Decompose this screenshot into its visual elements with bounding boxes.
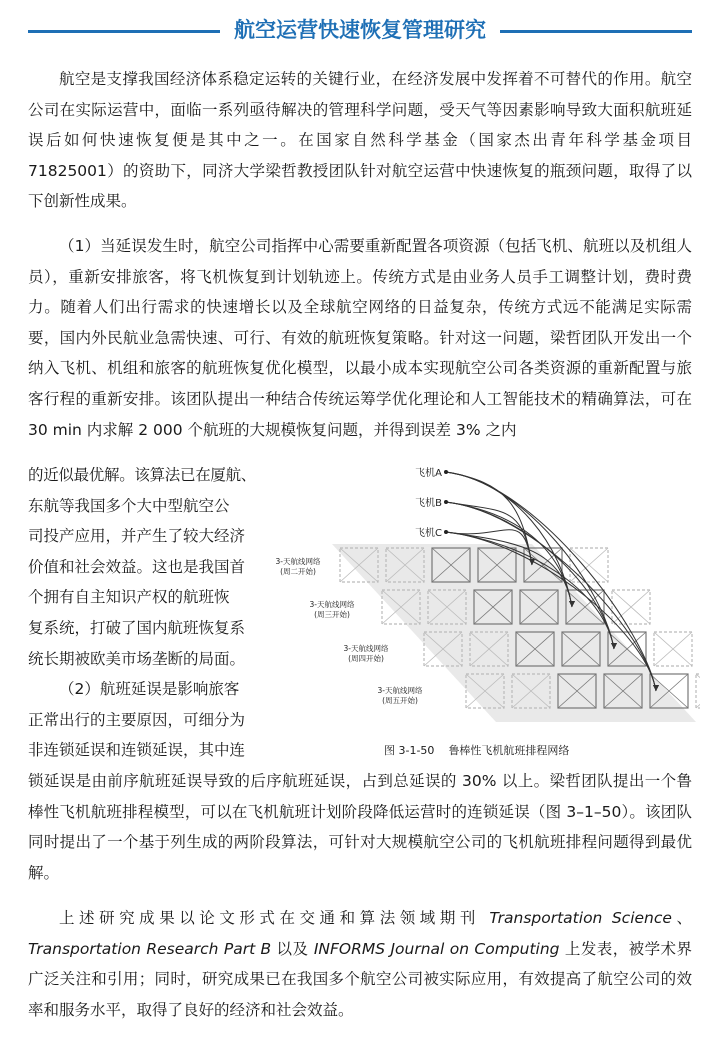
aircraft-label: 飞机C bbox=[415, 528, 442, 539]
network-label: (周二开始) bbox=[280, 567, 316, 576]
aircraft-label: 飞机B bbox=[415, 498, 442, 509]
title-bar bbox=[0, 0, 720, 62]
wrap-line: 正常出行的主要原因，可细分为 bbox=[28, 710, 246, 729]
wrap-line: 非连锁延误和连锁延误，其中连 bbox=[28, 741, 246, 760]
wrap-line: 东航等我国多个大中型航空公 bbox=[28, 496, 230, 515]
conclusion-text-3: 上发表，被学术界广泛关注和引用；同时，研究成果已在我国多个航空公司被实际应用，有效提高了航空公司的效率和服务水平，取得了良好的经济和社会效益。 bbox=[28, 939, 692, 1019]
figure-caption bbox=[384, 742, 569, 758]
journal-name: Transportation Science bbox=[489, 909, 672, 927]
network-label: 3-天航线网络 bbox=[343, 644, 389, 653]
figure-number: 图 3-1-50 bbox=[384, 744, 435, 757]
wrap-line: 的近似最优解。该算法已在厦航、 bbox=[28, 466, 257, 484]
paragraph-2-bottom: 锁延误是由前序航班延误导致的后序航班延误，占到总延误的 30% 以上。梁哲团队提出一个鲁棒性飞机航班排程模型，可以在飞机航班计划阶段降低运营时的连锁延误（图 3–1–50）。该团队同时提出了一个基于列生成的两阶段算法，可针对大规模航空公司的飞机航班排程问题得到最优解。 bbox=[28, 772, 692, 882]
network-label: 3-天航线网络 bbox=[275, 557, 321, 566]
wrap-line: 复系统，打破了国内航班恢复系 bbox=[28, 618, 246, 637]
wrap-line: （2）航班延误是影响旅客 bbox=[59, 680, 240, 699]
wrap-line: 价值和社会效益。这也是我国首 bbox=[28, 557, 246, 576]
figure-network bbox=[270, 460, 700, 770]
wrap-line: 个拥有自主知识产权的航班恢 bbox=[28, 588, 230, 607]
network-label: (周四开始) bbox=[348, 654, 384, 663]
journal-name: INFORMS Journal on Computing bbox=[313, 939, 560, 958]
wrap-line: 统长期被欧美市场垄断的局面。 bbox=[28, 649, 246, 668]
paragraph-conclusion bbox=[28, 903, 692, 1025]
aircraft-node bbox=[444, 500, 448, 504]
aircraft-node bbox=[444, 470, 448, 474]
paragraph-wrap-column bbox=[28, 460, 260, 766]
network-cell bbox=[696, 674, 700, 708]
aircraft-label: 飞机A bbox=[415, 468, 442, 479]
paragraph-intro: 航空是支撑我国经济体系稳定运转的关键行业，在经济发展中发挥着不可替代的作用。航空公司在实际运营中，面临一系列亟待解决的管理科学问题，受天气等因素影响导致大面积航班延误后如何快速恢复便是其中之一。在国家自然科学基金（国家杰出青年科学基金项目 71825001）的资助下，同济大学梁哲教授团队针对航空运营中快速恢复的瓶颈问题，取得了以下创新性成果。 bbox=[28, 70, 692, 211]
page-title-wrap bbox=[0, 14, 720, 44]
wrap-line: 司投产应用，并产生了较大经济 bbox=[28, 527, 246, 546]
network-label: 3-天航线网络 bbox=[309, 600, 355, 609]
network-label: (周五开始) bbox=[382, 696, 418, 705]
conclusion-text-2: 以及 bbox=[271, 939, 314, 958]
network-cell-box bbox=[696, 674, 700, 708]
separator: 、 bbox=[671, 909, 692, 927]
journal-name: Transportation Research Part B bbox=[28, 939, 272, 958]
network-label: (周三开始) bbox=[314, 610, 350, 619]
network-diagram bbox=[270, 460, 700, 740]
figure-caption-text: 鲁棒性飞机航班排程网络 bbox=[448, 744, 570, 757]
network-cell bbox=[654, 632, 692, 666]
network-label: 3-天航线网络 bbox=[377, 686, 423, 695]
aircraft-node bbox=[444, 530, 448, 534]
conclusion-text-1: 上述研究成果以论文形式在交通和算法领域期刊 bbox=[59, 909, 490, 927]
page-title: 航空运营快速恢复管理研究 bbox=[220, 18, 500, 42]
paragraph-1-top: （1）当延误发生时，航空公司指挥中心需要重新配置各项资源（包括飞机、航班以及机组人员），重新安排旅客，将飞机恢复到计划轨迹上。传统方式是由业务人员手工调整计划，费时费力。随着人们出行需求的快速增长以及全球航空网络的日益复杂，传统方式远不能满足实际需要，国内外民航业急需快速、可行、有效的航班恢复策略。针对这一问题，梁哲团队开发出一个纳入飞机、机组和旅客的航班恢复优化模型，以最小成本实现航空公司各类资源的重新配置与旅客行程的重新安排。该团队提出一种结合传统运筹学优化理论和人工智能技术的精确算法，可在 30 min 内求解 2 000 个航班的大规模恢复问题，并得到误差 3% 之内 bbox=[28, 237, 692, 439]
